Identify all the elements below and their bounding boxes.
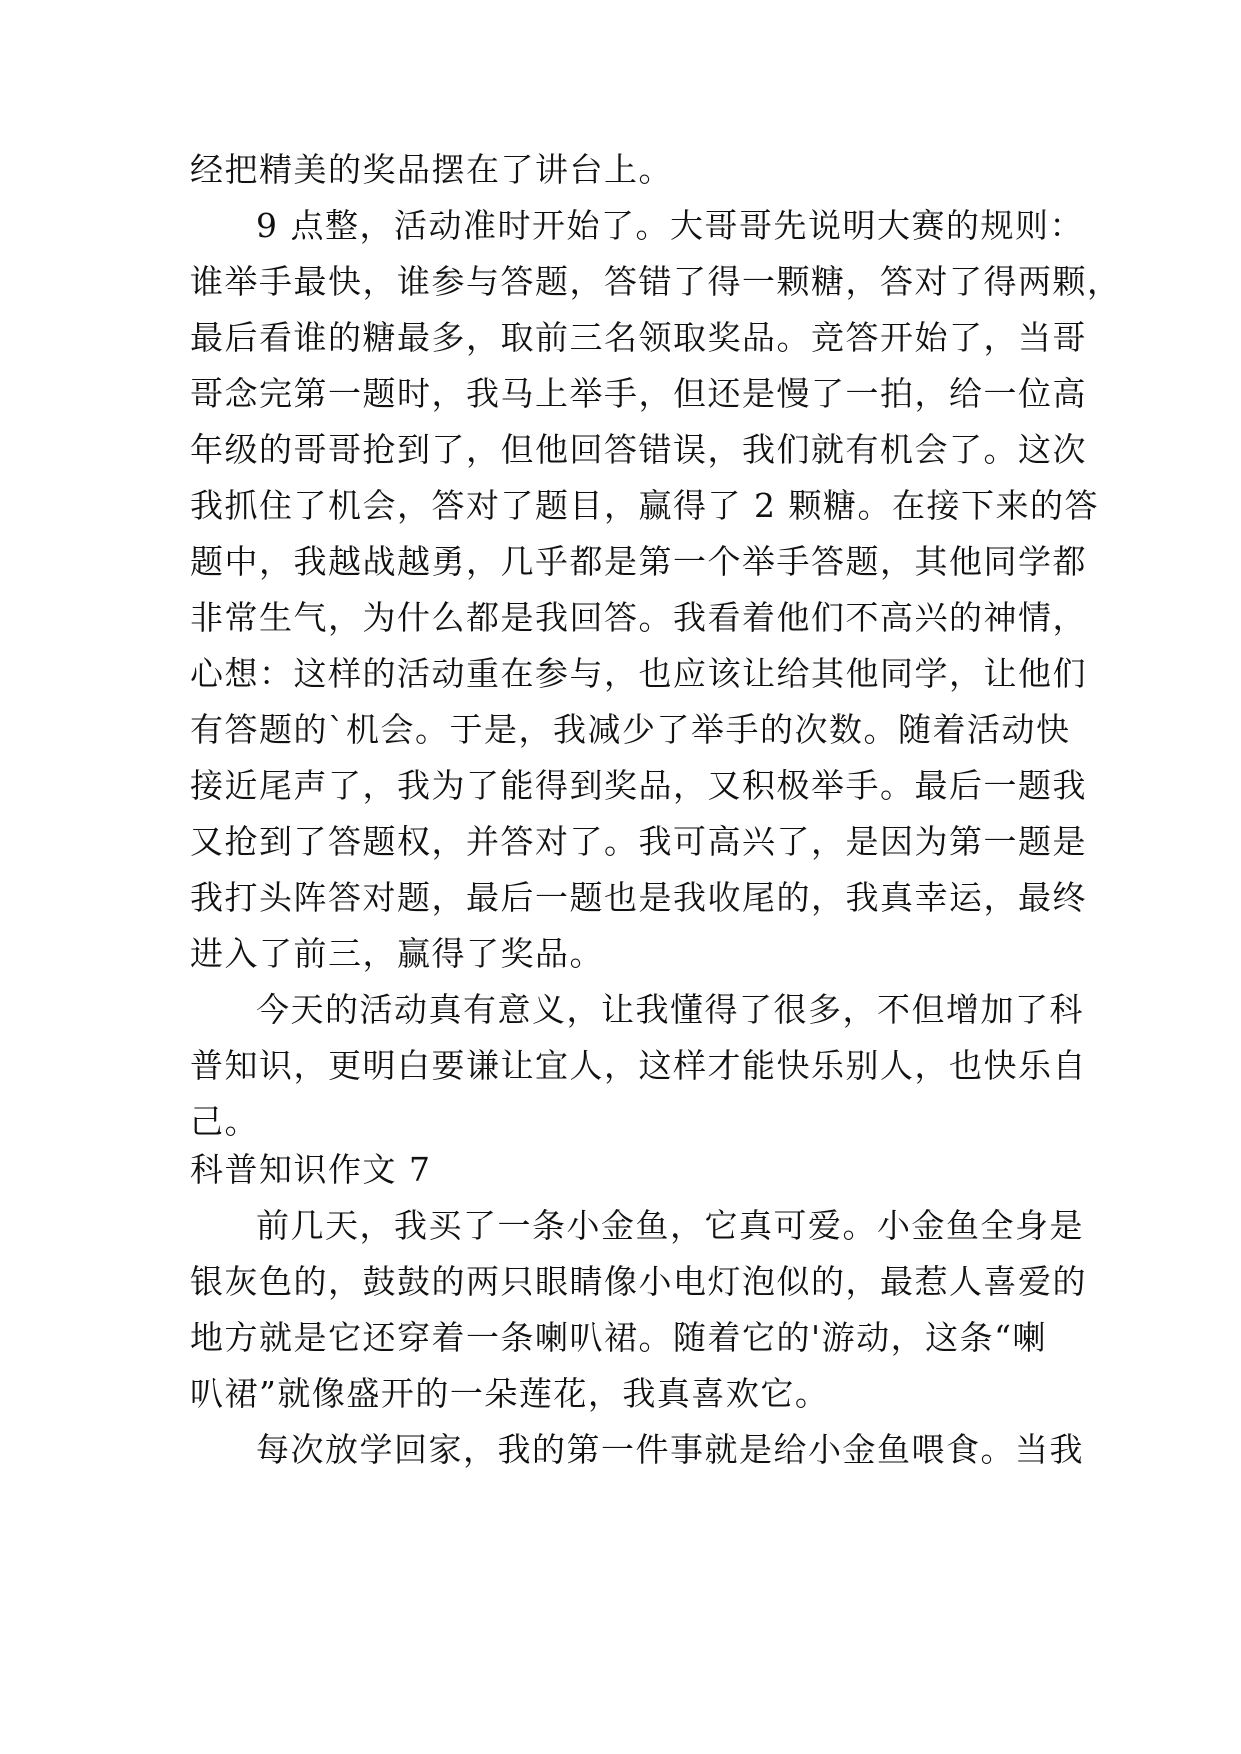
paragraph-start-line: 9 点整，活动准时开始了。大哥哥先说明大赛的规则： xyxy=(256,206,1084,245)
text-line: 题中，我越战越勇，几乎都是第一个举手答题，其他同学都 xyxy=(190,542,1087,581)
section-title: 科普知识作文 7 xyxy=(190,1150,432,1189)
text-line: 地方就是它还穿着一条喇叭裙。随着它的'游动，这条“喇 xyxy=(190,1318,1047,1357)
text-line: 有答题的`机会。于是，我减少了举手的次数。随着活动快 xyxy=(190,710,1071,749)
text-line: 年级的哥哥抢到了，但他回答错误，我们就有机会了。这次 xyxy=(190,430,1087,469)
text-line: 己。 xyxy=(190,1102,259,1141)
text-line: 哥念完第一题时，我马上举手，但还是慢了一拍，给一位高 xyxy=(190,374,1087,413)
text-line: 又抢到了答题权，并答对了。我可高兴了，是因为第一题是 xyxy=(190,822,1087,861)
paragraph-start-line: 今天的活动真有意义，让我懂得了很多，不但增加了科 xyxy=(256,990,1084,1029)
text-line: 普知识，更明白要谦让宜人，这样才能快乐别人，也快乐自 xyxy=(190,1046,1087,1085)
paragraph-start-line: 每次放学回家，我的第一件事就是给小金鱼喂食。当我 xyxy=(256,1430,1084,1469)
text-line: 我打头阵答对题，最后一题也是我收尾的，我真幸运，最终 xyxy=(190,878,1087,917)
text-line: 最后看谁的糖最多，取前三名领取奖品。竞答开始了，当哥 xyxy=(190,318,1087,357)
text-line: 接近尾声了，我为了能得到奖品，又积极举手。最后一题我 xyxy=(190,766,1087,805)
paragraph-start-line: 前几天，我买了一条小金鱼，它真可爱。小金鱼全身是 xyxy=(256,1206,1084,1245)
text-line: 进入了前三，赢得了奖品。 xyxy=(190,934,604,973)
text-line: 叭裙”就像盛开的一朵莲花，我真喜欢它。 xyxy=(190,1374,830,1413)
text-line: 我抓住了机会，答对了题目，赢得了 2 颗糖。在接下来的答 xyxy=(190,486,1099,525)
text-line: 经把精美的奖品摆在了讲台上。 xyxy=(190,150,673,189)
text-line: 心想：这样的活动重在参与，也应该让给其他同学，让他们 xyxy=(190,654,1087,693)
text-line: 银灰色的，鼓鼓的两只眼睛像小电灯泡似的，最惹人喜爱的 xyxy=(190,1262,1087,1301)
text-line: 非常生气，为什么都是我回答。我看着他们不高兴的神情， xyxy=(190,598,1087,637)
text-line: 谁举手最快，谁参与答题，答错了得一颗糖，答对了得两颗， xyxy=(190,262,1122,301)
